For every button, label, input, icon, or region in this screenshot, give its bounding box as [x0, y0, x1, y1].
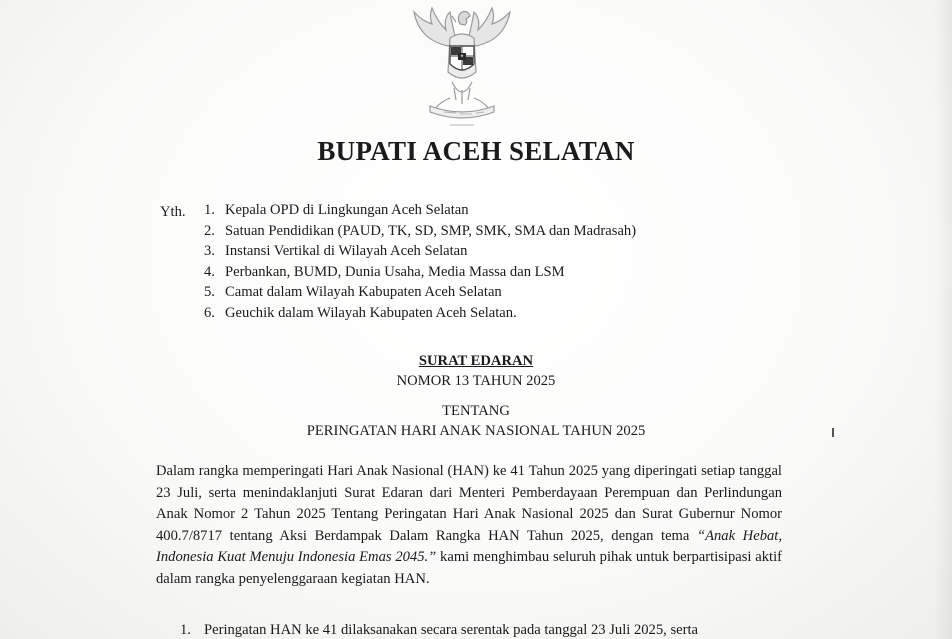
- scan-mark: [832, 428, 842, 437]
- point-number: 1.: [180, 622, 191, 638]
- list-item-number: 6.: [204, 304, 215, 321]
- list-item: [204, 200, 636, 221]
- list-item-number: 3.: [204, 243, 215, 260]
- list-item: [204, 282, 636, 303]
- list-item-text: Perbankan, BUMD, Dunia Usaha, Media Massa dan LSM: [225, 263, 565, 280]
- list-item-number: 2.: [204, 222, 215, 239]
- theme-quote: “Anak Hebat, Indonesia Kuat Menuju Indonesia Emas 2045.”: [156, 527, 782, 565]
- recipients-list: [204, 200, 636, 324]
- circular-heading: SURAT EDARAN: [418, 353, 534, 369]
- list-item-text: Satuan Pendidikan (PAUD, TK, SD, SMP, SMK, SMA dan Madrasah): [225, 222, 637, 239]
- circular-number: NOMOR 13 TAHUN 2025: [396, 373, 556, 389]
- numbered-point: [180, 622, 800, 639]
- list-item-text: Geuchik dalam Wilayah Kabupaten Aceh Selatan.: [225, 304, 517, 321]
- list-item: [204, 221, 636, 242]
- list-item: [204, 241, 636, 262]
- list-item: [204, 303, 636, 324]
- list-item-text: Instansi Vertikal di Wilayah Aceh Selatan: [225, 243, 468, 260]
- recipients-label: Yth.: [160, 204, 186, 220]
- list-item: [204, 262, 636, 283]
- point-text: Peringatan HAN ke 41 dilaksanakan secara serentak pada tanggal 23 Juli 2025, serta: [204, 622, 698, 638]
- page-edge-shadow: [934, 0, 952, 639]
- list-item-number: 5.: [204, 284, 215, 301]
- list-item-number: 4.: [204, 263, 215, 280]
- paragraph-text-end: kami menghimbau seluruh pihak untuk berpartisipasi aktif dalam rangka penyelenggaraan kegiatan HAN.: [156, 549, 782, 587]
- body-paragraph: [156, 461, 782, 590]
- document-title: BUPATI ACEH SELATAN: [317, 136, 635, 166]
- list-item-text: Kepala OPD di Lingkungan Aceh Selatan: [225, 202, 469, 218]
- list-item-number: 1.: [204, 202, 215, 218]
- garuda-pancasila-emblem-icon: [400, 2, 524, 132]
- circular-subject: PERINGATAN HARI ANAK NASIONAL TAHUN 2025: [306, 423, 646, 439]
- about-label: TENTANG: [442, 403, 510, 419]
- paragraph-text-start: Dalam rangka memperingati Hari Anak Nasional (HAN) ke 41 Tahun 2025 yang diperingati setiap tanggal 23 Juli, serta menindaklanjuti Surat Edaran dari Menteri Pemberdayaan Perempuan dan Perlindungan Anak Nomor 2 Tahun 2025 Tentang Peringatan Hari Anak Nasional 2025 dan Surat Gubernur Nomor 400.7/8717 tentang Aksi Berdampak Dalam Rangka HAN Tahun 2025, dengan tema: [156, 463, 782, 544]
- list-item-text: Camat dalam Wilayah Kabupaten Aceh Selatan: [225, 284, 502, 301]
